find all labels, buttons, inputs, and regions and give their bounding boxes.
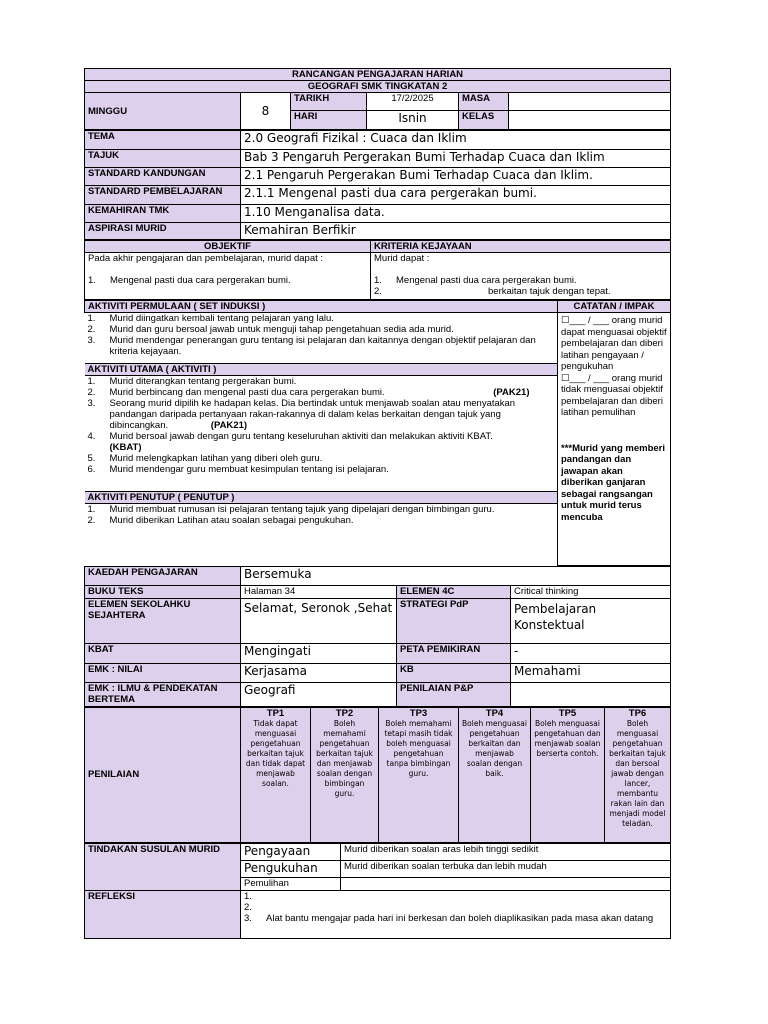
tp-cell	[241, 707, 311, 842]
utama-heading: AKTIVITI UTAMA ( AKTIVITI )	[85, 363, 558, 375]
field-label: KEMAHIRAN TMK	[85, 205, 241, 223]
kb-label: KB	[397, 663, 511, 682]
objektif-item: 1. Mengenal pasti dua cara pergerakan bumi.	[88, 275, 291, 286]
tp-heading: TP1	[266, 707, 285, 719]
page-title: RANCANGAN PENGAJARAN HARIAN	[85, 69, 671, 81]
tp-heading: TP6	[628, 707, 647, 719]
kbat-label: KBAT	[85, 643, 241, 663]
utama-item: 4. Murid bersoal jawab dengan guru tentang keseluruhan aktiviti dan melakukan aktiviti KBAT. (KBAT)	[87, 430, 493, 453]
catatan-heading: CATATAN / IMPAK	[558, 301, 671, 313]
tp-heading: TP4	[485, 707, 504, 719]
field-label: TAJUK	[85, 150, 241, 168]
peta-value: -	[511, 643, 671, 663]
minggu-value: 8	[241, 93, 291, 130]
kelas-value	[509, 111, 671, 130]
bottom-table	[84, 566, 671, 707]
aktiviti-table	[84, 300, 671, 566]
kriteria-item: 1. Mengenal pasti dua cara pergerakan bumi.	[374, 275, 577, 286]
hari-value: Isnin	[367, 111, 459, 130]
tp-desc: Tidak dapat menguasai pengetahuan berkaitan tajuk dan tidak dapat menjawab soalan.	[245, 718, 306, 788]
catatan-cell	[558, 313, 671, 566]
kbat-value: Mengingati	[241, 643, 397, 663]
kelas-label: KELAS	[459, 111, 509, 130]
sekolah-value: Selamat, Seronok ,Sehat	[241, 598, 397, 643]
susulan-key: Pengayaan	[241, 843, 341, 860]
peta-label: PETA PEMIKIRAN	[397, 643, 511, 663]
minggu-label: MINGGU	[85, 93, 241, 130]
kaedah-value: Bersemuka	[241, 566, 671, 585]
field-label: STANDARD PEMBELAJARAN	[85, 186, 241, 205]
susulan-key: Pengukuhan	[241, 860, 341, 877]
permulaan-heading: AKTIVITI PERMULAAN ( SET INDUKSI )	[85, 301, 558, 313]
susulan-label: TINDAKAN SUSULAN MURID	[85, 843, 241, 890]
penilaian-pp-value	[511, 682, 671, 706]
utama-cell	[85, 375, 558, 491]
penutup-item: 1. Murid membuat rumusan isi pelajaran tentang tajuk yang dipelajari dengan bimbingan guru.	[87, 503, 495, 515]
tarikh-value: 17/2/2025	[367, 93, 459, 111]
ilmu-value: Geografi	[241, 682, 397, 706]
tp-desc: Boleh menguasai pengetahuan berkaitan tajuk dan bersoal jawab dengan lancer, membantu rakan lain dan menjadi model teladan.	[609, 718, 666, 828]
field-value: 2.1.1 Mengenal pasti dua cara pergerakan bumi.	[241, 186, 671, 205]
permulaan-item: 3. Murid mendengar penerangan guru tentang isi pelajaran dan kaitannya dengan objektif pelajaran dan kriteria kejayaan.	[87, 335, 536, 357]
refleksi-item: 3. Alat bantu mengajar pada hari ini berkesan dan boleh diaplikasikan pada masa akan datang	[244, 912, 654, 924]
catatan-para3: ***Murid yang memberi pandangan dan jawapan akan diberikan ganjaran sebagai rangsangan untuk murid terus mencuba	[561, 442, 665, 523]
tp-desc: Boleh menguasai pengetahuan berkaitan dan menjawab soalan dengan baik.	[462, 718, 527, 778]
header-table	[84, 68, 671, 130]
sekolah-label: ELEMEN SEKOLAHKU SEJAHTERA	[85, 598, 241, 643]
nilai-value: Kerjasama	[241, 663, 397, 682]
objektif-cell	[85, 253, 371, 300]
tp-desc: Boleh memahami pengetahuan berkaitan tajuk dan menjawab soalan dengan bimbingan guru.	[316, 718, 373, 798]
susulan-key: Pemulihan	[241, 877, 341, 890]
elemen4c-label: ELEMEN 4C	[397, 585, 511, 598]
penutup-cell	[85, 503, 558, 565]
strategi-label: STRATEGI PdP	[397, 598, 511, 643]
tp-cell	[459, 707, 531, 842]
objektif-table	[84, 240, 671, 300]
catatan-para2: ☐___ / ___ orang murid tidak menguasai objektif pembelajaran dan diberi latihan pemulihan	[561, 372, 663, 418]
tp-heading: TP3	[409, 707, 428, 719]
refleksi-label: REFLEKSI	[85, 890, 241, 938]
lesson-plan-sheet	[84, 68, 670, 939]
tp-desc: Boleh menguasai pengetahuan dan menjawab soalan berserta contoh.	[534, 718, 601, 758]
tp-heading: TP2	[335, 707, 354, 719]
strategi-value: Pembelajaran Konstektual	[511, 598, 671, 643]
objektif-intro: Pada akhir pengajaran dan pembelajaran, murid dapat :	[88, 253, 324, 264]
hari-label: HARI	[291, 111, 367, 130]
field-label: ASPIRASI MURID	[85, 223, 241, 240]
utama-item: 1. Murid diterangkan tentang pergerakan bumi.	[87, 375, 297, 387]
utama-item: 2. Murid berbincang dan mengenal pasti dua cara pergerakan bumi. (PAK21)	[87, 386, 530, 398]
field-value: 2.1 Pengaruh Pergerakan Bumi Terhadap Cuaca dan Iklim.	[241, 168, 671, 186]
utama-item: 6. Murid mendengar guru membuat kesimpulan tentang isi pelajaran.	[87, 463, 389, 475]
masa-value	[509, 93, 671, 111]
penilaian-pp-label: PENILAIAN P&P	[397, 682, 511, 706]
field-value: 2.0 Geografi Fizikal : Cuaca dan Iklim	[241, 131, 671, 150]
susulan-value	[341, 877, 671, 890]
buku-value: Halaman 34	[241, 585, 397, 598]
field-label: TEMA	[85, 131, 241, 150]
masa-label: MASA	[459, 93, 509, 111]
penilaian-table	[84, 707, 671, 843]
field-label: STANDARD KANDUNGAN	[85, 168, 241, 186]
kriteria-item: 2. berkaitan tajuk dengan tepat.	[374, 286, 611, 297]
kriteria-heading: KRITERIA KEJAYAAN	[371, 241, 671, 253]
tp-cell	[379, 707, 459, 842]
kb-value: Memahami	[511, 663, 671, 682]
tp-cell	[311, 707, 379, 842]
elemen4c-value: Critical thinking	[511, 585, 671, 598]
tarikh-label: TARIKH	[291, 93, 367, 111]
susulan-value: Murid diberikan soalan terbuka dan lebih mudah	[341, 860, 671, 877]
objektif-heading: OBJEKTIF	[85, 241, 371, 253]
penutup-item: 2. Murid diberikan Latihan atau soalan sebagai pengukuhan.	[87, 514, 354, 526]
tp-desc: Boleh memahami tetapi masih tidak boleh menguasai pengetahuan tanpa bimbingan guru.	[384, 718, 453, 778]
utama-item: 3. Seorang murid dipilih ke hadapan kelas. Dia bertindak untuk menjawab soalan atau menyatakan pandangan daripada pertanyaan rakan-rakannya di dalam kelas berkaitan dengan tajuk yang dibincangkan. (PAK21)	[87, 397, 516, 431]
tp-cell	[605, 707, 671, 842]
permulaan-item: 1. Murid diingatkan kembali tentang pelajaran yang lalu.	[87, 313, 334, 324]
refleksi-item: 2.	[244, 901, 252, 913]
utama-item: 5. Murid melengkapkan latihan yang diberi oleh guru.	[87, 452, 323, 464]
nilai-label: EMK : NILAI	[85, 663, 241, 682]
tp-cell	[531, 707, 605, 842]
susulan-value: Murid diberikan soalan aras lebih tinggi sedikit	[341, 843, 671, 860]
refleksi-item: 1.	[244, 890, 252, 902]
ilmu-label: EMK : ILMU & PENDEKATAN BERTEMA	[85, 682, 241, 706]
field-value: 1.10 Menganalisa data.	[241, 205, 671, 223]
permulaan-cell	[85, 313, 558, 363]
catatan-para1: ☐___ / ___ orang murid dapat menguasai objektif pembelajaran dan diberi latihan pengayaan / pengukuhan	[561, 315, 667, 372]
kriteria-cell	[371, 253, 671, 300]
field-value: Kemahiran Berfikir	[241, 223, 671, 240]
field-value: Bab 3 Pengaruh Pergerakan Bumi Terhadap Cuaca dan Iklim	[241, 150, 671, 168]
page-subtitle: GEOGRAFI SMK TINGKATAN 2	[85, 81, 671, 93]
kaedah-label: KAEDAH PENGAJARAN	[85, 566, 241, 585]
permulaan-item: 2. Murid dan guru bersoal jawab untuk menguji tahap pengetahuan sedia ada murid.	[87, 324, 454, 335]
fields-table	[84, 130, 671, 240]
penutup-heading: AKTIVITI PENUTUP ( PENUTUP )	[85, 491, 558, 503]
susulan-table	[84, 843, 671, 939]
kriteria-intro: Murid dapat :	[374, 253, 430, 264]
tp-heading: TP5	[558, 707, 577, 719]
buku-label: BUKU TEKS	[85, 585, 241, 598]
penilaian-label: PENILAIAN	[85, 707, 241, 842]
refleksi-cell	[241, 890, 671, 938]
